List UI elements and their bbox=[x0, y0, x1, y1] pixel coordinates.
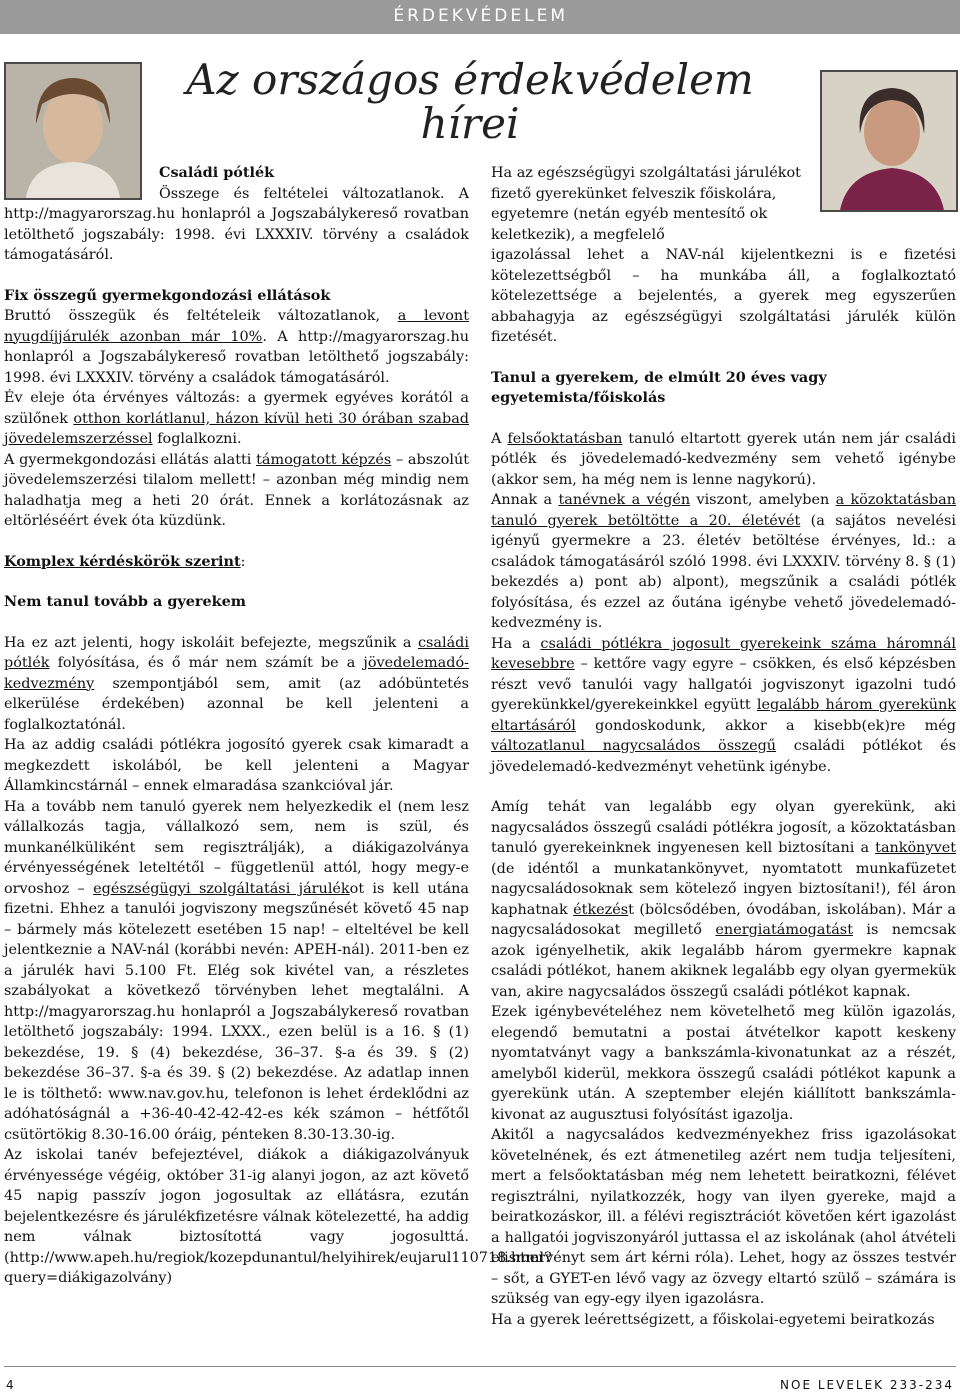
article-title-line-2: hírei bbox=[420, 99, 520, 148]
paragraph: Akitől a nagycsaládos kedvezményekhez friss igazolásokat követelnének, és ezt átmenetileg azért nem tudja teljesíteni, mert a felsőoktatásban még nem lehetett beiratkozni, félévet regisztrálni, nyilatkozzék, hogy van ilyen gyereke, majd a beiratkozáskor, ill. a félévi regisztrációt követően kért igazolást a hallgatói jogviszonyáról juttassa el az iskolának (ahol átvételi elismervényt sem árt kérni róla). Lehet, hogy az összes testvér – sőt, a GYET-en lévő vagy az özvegy eltartó szülő – számára is szükség van egy-egy ilyen igazolásra. bbox=[491, 1127, 956, 1307]
page-number: 4 bbox=[6, 1378, 14, 1392]
paragraph: Ezek igénybevételéhez nem követelhető meg külön igazolás, elegendő bemutatni a postai átvételkor kapott keskeny nyomtatványt vagy a bankszámla-kivonatunkat az a részét, amelyből kiderül, mekkora összegű családi pótlékot kapunk a gyerekünk után. A szeptember elején kiállított bankszámla-kivonat az augusztusi folyósítást igazolja. bbox=[491, 1004, 956, 1123]
right-column bbox=[491, 163, 956, 1330]
paragraph: A gyermekgondozási ellátás alatti támogatott képzés – abszolút jövedelemszerzési tilalom mellett! – azonban még mindig nem haladhatja meg a heti 20 órát. Ennek a korlátozásnak az eltörléséért évek óta küzdünk. bbox=[4, 451, 470, 529]
paragraph: Összege és feltételei változatlanok. A http://magyarorszag.hu honlapról a Jogszabálykereső rovatban letölthető jogszabály: 1998. évi LXXXIV. törvény a családok támogatásáról. bbox=[4, 185, 469, 263]
footer-rule bbox=[4, 1366, 956, 1367]
paragraph: Ha az addig családi pótlékra jogosító gyerek csak kimaradt a megkezdett iskolából, be kell jelenteni a Magyar Államkincstárnál – ennek elmaradása szankcióval jár. bbox=[4, 737, 469, 794]
section-heading: Családi pótlék bbox=[159, 164, 275, 181]
paragraph: Ha ez azt jelenti, hogy iskoláit befejezte, megszűnik a családi pótlék folyósítása, és ő már nem számít be a jövedelemadó-kedvezmény szempontjából sem, amit (az adóbüntetés elkerülése érdekében) azonnal be kell jelenteni a foglalkoztatónál. bbox=[4, 634, 469, 733]
section-heading: Tanul a gyerekem, de elmúlt 20 éves vagy egyetemista/főiskolás bbox=[491, 368, 827, 406]
komplex-heading: Komplex kérdéskörök szerint: bbox=[4, 552, 246, 570]
paragraph: Annak a tanévnek a végén viszont, amelyben a közoktatásban tanuló gyerek betöltötte a 20. életévét (a sajátos nevelési igényű gyermekre a 23. életév betöltése érvényes, ld.: a családok támogatásáról szóló 1998. évi LXXXIV. törvény 8. § (1) bekezdés a) pont ab) alpont), megszűnik a családi pótlék folyósítása, és ezzel az őutána igénybe vehető jövedelemadó-kedvezmény is. bbox=[491, 492, 956, 631]
section-heading: Nem tanul tovább a gyerekem bbox=[4, 593, 246, 610]
section-header-bar bbox=[0, 0, 960, 34]
left-column bbox=[4, 163, 552, 1289]
paragraph: Amíg tehát van legalább egy olyan gyerekünk, aki nagycsaládos összegű családi pótlékra jogosít, a közoktatásban tanuló gyerekeinknek ingyenesen kell biztosítani a tankönyvet (de idéntől a munkatankönyvet, nyomtatott munkafüzetet nagycsaládosoknak sem kötelező ingyen biztosítani!), fél áron kaphatnak étkezést (bölcsődében, óvodában, iskolában). Már a nagycsaládosokat megillető energiatámogatást is nemcsak azok igényelhetik, akik legalább három gyermekre kapnak családi pótlékot, hanem akiknek legalább egy olyan gyermekük van, akire nagycsaládos összegű családi pótlékot kapnak. bbox=[491, 799, 956, 1000]
paragraph: Ha a gyerek leérettségizett, a főiskolai-egyetemi beiratkozás bbox=[491, 1311, 935, 1328]
paragraph: A felsőoktatásban tanuló eltartott gyerek után nem jár családi pótlék és jövedelemadó-kedvezmény sem vehető igénybe (akkor sem, ha még nem is lenne nagykorú). bbox=[491, 430, 957, 488]
paragraph: Év eleje óta érvényes változás: a gyermek egyéves korától a szülőnek otthon korlátlanul, házon kívül heti 30 órában szabad jövedelemszerzéssel foglalkozni. bbox=[4, 390, 469, 447]
paragraph: Ha a családi pótlékra jogosult gyerekeink száma háromnál kevesebbre – kettőre vagy egyre – csökken, és első képzésben részt vevő tanulói vagy hallgatói jogviszonyt igazolni tudó gyerekünkkel/gyerekeinkkel együtt legalább három gyerekünk eltartásáról gondoskodunk, akkor a kisebb(ek)re még változatlanul nagycsaládos összegű családi pótlékot és jövedelemadó-kedvezményt vehetünk igénybe. bbox=[491, 635, 957, 775]
article-title-line-1: Az országos érdekvédelem bbox=[186, 55, 754, 104]
section-heading: Fix összegű gyermekgondozási ellátások bbox=[4, 286, 331, 304]
publication-footer: NOE LEVELEK 233-234 bbox=[780, 1378, 954, 1392]
paragraph: Ha a tovább nem tanuló gyerek nem helyezkedik el (nem lesz vállalkozás tagja, vállalkozó sem, nem is szül, és munkanélküliként sem regisztrálják), a diákigazolványa érvényességének leteltétől – függetlenül attól, hogy megy-e orvoshoz – egészségügyi szolgáltatási járulékot is kell utána fizetni. Ehhez a tanulói jogviszony megszűnését követő 45 nap – bármely más kötelezett esetében 15 nap! – elteltével be kell jelentkeznie a NAV-nál (korábbi nevén: APEH-nál). 2011-ben ez a járulék havi 5.100 Ft. Elég sok kivétel van, a részletes szabályokat a következő törvényben lehet megtalálni. A http://magyarorszag.hu honlapról a Jogszabálykereső rovatban letölthető jogszabály: 1994. LXXX., ezen belül is a 16. § (1) bekezdése, 19. § (4) bekezdése, 36–37. §-a és 39. § (2) bekezdése 36–37. §-a és 39. § (2) bekezdése. Az adatlap innen le is tölthető: www.nav.gov.hu, telefonon is lehet érdeklődni az adóhatóságnál a +36-40-42-42-42-es kék számon – hétfőtől csütörtökig 8.30-16.00 óráig, pénteken 8.30-13.30-ig. bbox=[4, 798, 469, 1143]
intro-left-block bbox=[4, 163, 469, 184]
paragraph: Bruttó összegük és feltételeik változatlanok, a levont nyugdíjjárulék azonban már 10%. A http://magyarorszag.hu honlapról a Jogszabálykereső rovatban letölthető jogszabály: 1998. évi LXXXIV. törvény a családok támogatásáról. bbox=[4, 308, 469, 386]
paragraph: Az iskolai tanév befejeztével, diákok a diákigazolványuk érvényessége végéig, október 31-ig alanyi jogon, az azt követő 45 napig passzív jogon jogosultak az ellátásra, ezután bejelentkezésre és járulékfizetésre válnak kötelezetté, ha addig nem válnak biztosítottá vagy jogosulttá. (http://www.apeh.hu/regiok/kozepdunantul/helyihirek/eujarul110718.html?query=diákigazolvány) bbox=[4, 1147, 552, 1286]
article-title bbox=[150, 55, 790, 148]
section-label: ÉRDEKVÉDELEM bbox=[393, 6, 568, 26]
paragraph: Ha az egészségügyi szolgáltatási járulékot fizető gyerekünket felveszik főiskolára, egyetemre (netán egyéb mentesítő ok keletkezik), a megfelelő bbox=[491, 165, 801, 243]
paragraph: igazolással lehet a NAV-nál kijelentkezni is e fizetési kötelezettségből – ha munkába áll, a foglalkoztató kötelezettsége a bejelentés, a gyerek meg egyszerűen abbahagyja az egészségügyi szolgáltatási járulék külön fizetését. bbox=[491, 247, 956, 345]
